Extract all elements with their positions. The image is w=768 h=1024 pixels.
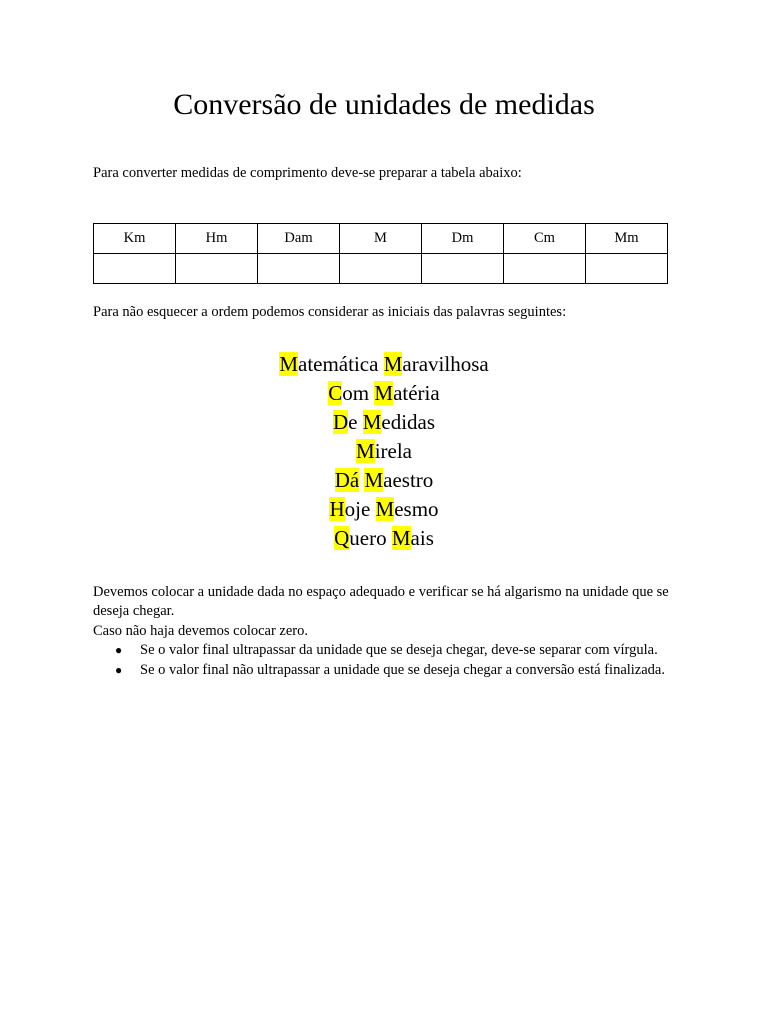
- unit-cell-hm: Hm: [176, 224, 258, 254]
- mnemonic-line: [0, 495, 768, 524]
- bullet-text: Se o valor final não ultrapassar a unidade que se deseja chegar a conversão está finalizada.: [140, 662, 665, 678]
- unit-cell-mm: Mm: [586, 224, 668, 254]
- highlighted-initial: M: [375, 497, 395, 521]
- bullet-item: [93, 641, 673, 660]
- word-rest: atemática: [298, 352, 379, 376]
- empty-cell: [422, 254, 504, 284]
- highlighted-initial: M: [362, 410, 382, 434]
- intro-text: Para converter medidas de comprimento deve-se preparar a tabela abaixo:: [93, 165, 522, 181]
- mnemonic-line: [0, 437, 768, 466]
- unit-cell-dm: Dm: [422, 224, 504, 254]
- mnemonic-list: [0, 350, 768, 553]
- empty-cell: [504, 254, 586, 284]
- empty-cell: [94, 254, 176, 284]
- empty-cell: [586, 254, 668, 284]
- units-header-row: [94, 224, 668, 254]
- highlighted-initial: M: [279, 352, 298, 376]
- highlighted-initial: Q: [334, 526, 350, 550]
- word-rest: atéria: [393, 381, 440, 405]
- word-rest: irela: [374, 439, 412, 463]
- mnemonic-line: [0, 466, 768, 495]
- unit-cell-dam: Dam: [258, 224, 340, 254]
- unit-cell-cm: Cm: [504, 224, 586, 254]
- word-rest: esmo: [394, 497, 439, 521]
- units-empty-row: [94, 254, 668, 284]
- word-rest: aravilhosa: [402, 352, 489, 376]
- mnemonic-line: [0, 379, 768, 408]
- highlighted-initial: M: [383, 352, 403, 376]
- word-rest: e: [348, 410, 358, 434]
- word-rest: oje: [344, 497, 371, 521]
- empty-cell: [176, 254, 258, 284]
- page-title: Conversão de unidades de medidas: [173, 88, 595, 121]
- highlighted-initial: M: [356, 439, 375, 463]
- highlighted-initial: D: [332, 410, 349, 434]
- mnemonic-line: [0, 408, 768, 437]
- highlighted-initial: M: [374, 381, 394, 405]
- word-rest: edidas: [381, 410, 436, 434]
- bullet-list: [93, 641, 673, 681]
- highlighted-initial: M: [391, 526, 411, 550]
- empty-cell: [340, 254, 422, 284]
- highlighted-initial: C: [328, 381, 343, 405]
- units-table: [93, 223, 668, 284]
- word-rest: uero: [349, 526, 387, 550]
- word-rest: ais: [410, 526, 434, 550]
- highlighted-initial: M: [364, 468, 384, 492]
- bullet-text: Se o valor final ultrapassar da unidade que se deseja chegar, deve-se separar com vírgula.: [140, 642, 658, 658]
- instruction-paragraph: Devemos colocar a unidade dada no espaço adequado e verificar se há algarismo na unidade que se deseja chegar.: [93, 584, 669, 619]
- mnemonic-intro-text: Para não esquecer a ordem podemos considerar as iniciais das palavras seguintes:: [93, 304, 567, 320]
- unit-cell-km: Km: [94, 224, 176, 254]
- bullet-icon: ●: [115, 663, 123, 677]
- bullet-icon: ●: [115, 643, 123, 657]
- highlighted-initial: Dá: [334, 468, 360, 492]
- mnemonic-line: [0, 350, 768, 379]
- unit-cell-m: M: [340, 224, 422, 254]
- word-rest: aestro: [383, 468, 434, 492]
- highlighted-initial: H: [329, 497, 345, 521]
- bullet-item: [93, 661, 673, 680]
- zero-instruction-paragraph: Caso não haja devemos colocar zero.: [93, 623, 308, 639]
- word-rest: om: [342, 381, 370, 405]
- mnemonic-line: [0, 524, 768, 553]
- empty-cell: [258, 254, 340, 284]
